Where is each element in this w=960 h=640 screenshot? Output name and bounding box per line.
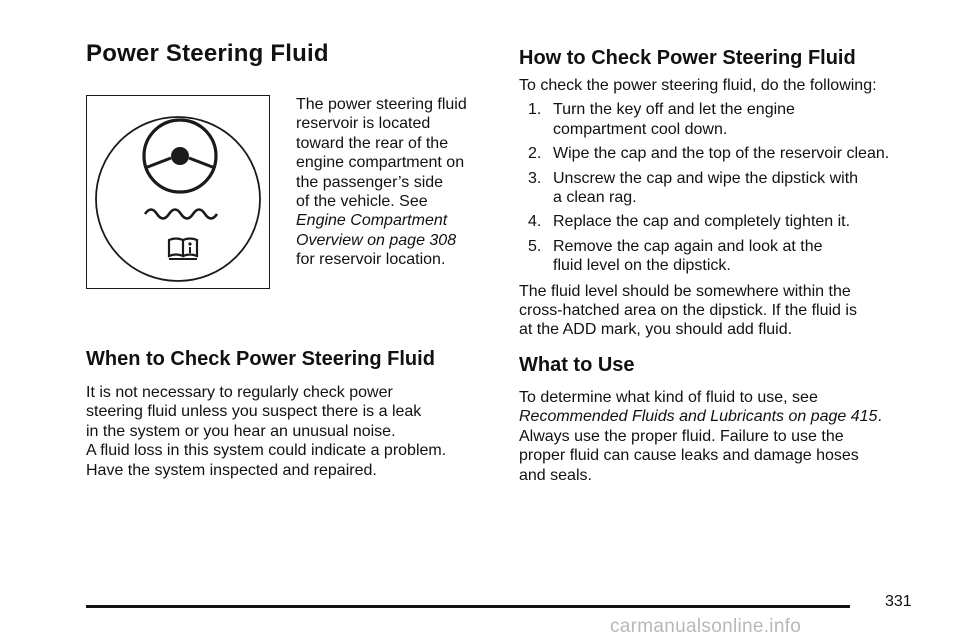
steps-list [519,100,939,275]
power-steering-cap-icon [87,96,271,290]
ref-period: . [877,408,882,426]
step-item [519,169,939,208]
when-line: It is not necessary to regularly check power [86,384,393,401]
step-text: Replace the cap and completely tighten it. [553,213,851,231]
when-line: steering fluid unless you suspect there is a leak [86,403,422,421]
step-item [519,237,939,276]
use-line: proper fluid can cause leaks and damage hoses [519,447,859,465]
when-line: Have the system inspected and repaired. [86,461,377,479]
step-item [519,212,939,231]
when-heading: When to Check Power Steering Fluid [86,348,435,370]
recommended-fluids-link[interactable]: Recommended Fluids and Lubricants on page 415 [519,408,878,426]
step-number: 3. [528,169,542,187]
step-text: fluid level on the dipstick. [553,257,731,275]
fluid-level-paragraph [519,282,939,340]
how-intro: To check the power steering fluid, do the following: [519,77,877,94]
step-text: compartment cool down. [553,120,728,138]
step-text: Remove the cap again and look at the [553,237,823,255]
page-number: 331 [885,593,912,610]
engine-compartment-link[interactable]: Engine Compartment [296,212,448,230]
step-item [519,144,939,163]
engine-compartment-link[interactable]: Overview on page 308 [296,231,457,249]
reservoir-location-text [296,95,506,270]
location-line: toward the rear of the [296,134,449,152]
fluid-level-line: cross-hatched area on the dipstick. If the fluid is [519,302,857,320]
what-to-use-heading: What to Use [519,353,635,376]
how-heading: How to Check Power Steering Fluid [519,47,856,69]
location-line: the passenger’s side [296,173,444,191]
reservoir-cap-figure [86,95,270,289]
use-line: and seals. [519,466,592,484]
reservoir-figure-row [86,95,496,291]
location-line: of the vehicle. See [296,193,428,211]
use-line: To determine what kind of fluid to use, see [519,388,818,406]
what-to-use-paragraph [519,388,939,485]
step-number: 4. [528,213,542,231]
step-number: 5. [528,237,542,255]
step-text: a clean rag. [553,189,637,207]
when-paragraph [86,383,496,480]
when-line: A fluid loss in this system could indicate a problem. [86,442,447,460]
step-number: 1. [528,101,542,119]
location-line: engine compartment on [296,154,465,172]
fluid-level-line: The fluid level should be somewhere within the [519,282,851,300]
step-text: Wipe the cap and the top of the reservoir clean. [553,145,890,163]
left-column [86,40,496,480]
footer-rule [86,605,850,608]
step-text: Unscrew the cap and wipe the dipstick with [553,169,859,187]
fluid-level-line: at the ADD mark, you should add fluid. [519,321,793,339]
when-line: in the system or you hear an unusual noise. [86,422,396,440]
section-title: Power Steering Fluid [86,40,329,67]
step-number: 2. [528,145,542,163]
right-column [519,40,939,485]
location-line: for reservoir location. [296,251,446,269]
location-line: reservoir is located [296,115,431,133]
step-text: Turn the key off and let the engine [553,101,795,119]
step-item [519,100,939,139]
watermark: carmanualsonline.info [610,616,802,637]
use-line: Always use the proper fluid. Failure to use the [519,427,844,445]
location-line: The power steering fluid [296,96,467,113]
